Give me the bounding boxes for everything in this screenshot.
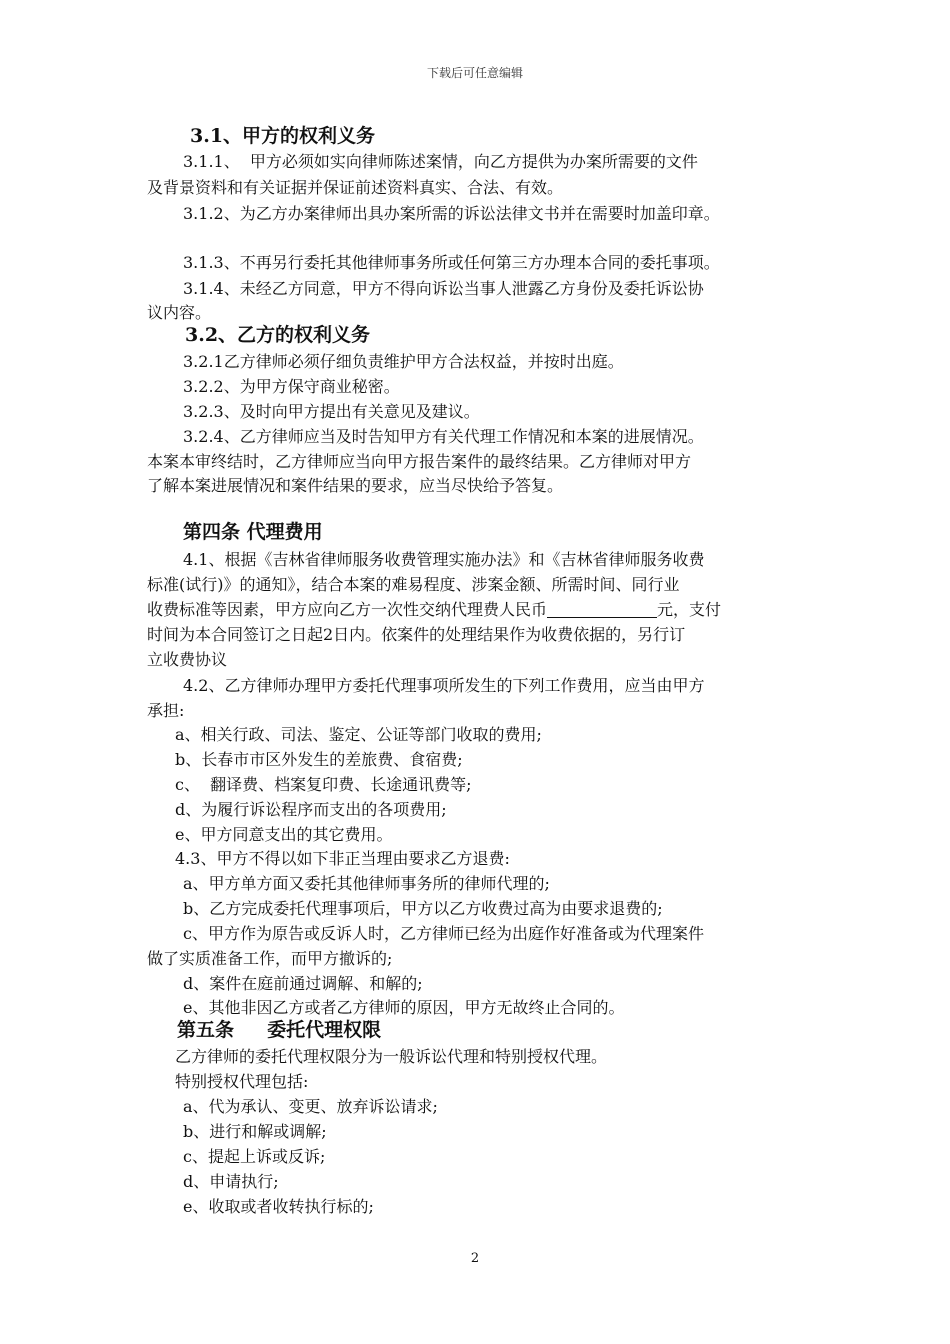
list-item-4-3-c-line1: c、甲方作为原告或反诉人时，乙方律师已经为出庭作好准备或为代理案件 bbox=[183, 924, 704, 943]
list-item-4-3-a: a、甲方单方面又委托其他律师事务所的律师代理的; bbox=[183, 874, 550, 893]
list-item-5-c: c、提起上诉或反诉; bbox=[183, 1147, 326, 1166]
paragraph-5-2: 特别授权代理包括: bbox=[175, 1072, 309, 1091]
paragraph-3-2-3: 3.2.3、及时向甲方提出有关意见及建议。 bbox=[183, 402, 480, 421]
list-item-5-a: a、代为承认、变更、放弃诉讼请求; bbox=[183, 1097, 438, 1116]
list-item-4-3-c-line2: 做了实质准备工作，而甲方撤诉的; bbox=[147, 949, 393, 968]
page-header: 下载后可任意编辑 bbox=[426, 66, 523, 80]
paragraph-4-2-line1: 4.2、乙方律师办理甲方委托代理事项所发生的下列工作费用，应当由甲方 bbox=[183, 676, 705, 695]
paragraph-3-1-1-line1: 3.1.1、 甲方必须如实向律师陈述案情，向乙方提供为办案所需要的文件 bbox=[183, 152, 698, 171]
article-5-heading: 第五条 委托代理权限 bbox=[177, 1019, 382, 1041]
paragraph-3-1-4-line2: 议内容。 bbox=[147, 303, 212, 322]
paragraph-3-1-1-line2: 及背景资料和有关证据并保证前述资料真实、合法、有效。 bbox=[147, 178, 564, 197]
paragraph-3-2-1: 3.2.1乙方律师必须仔细负责维护甲方合法权益，并按时出庭。 bbox=[183, 352, 624, 371]
list-item-5-e: e、收取或者收转执行标的; bbox=[183, 1197, 374, 1216]
list-item-4-3-b: b、乙方完成委托代理事项后，甲方以乙方收费过高为由要求退费的; bbox=[183, 899, 663, 918]
section-3-2-heading: 3.2、乙方的权利义务 bbox=[185, 324, 371, 346]
list-item-4-2-a: a、相关行政、司法、鉴定、公证等部门收取的费用; bbox=[175, 725, 542, 744]
paragraph-4-1-line4: 时间为本合同签订之日起2日内。依案件的处理结果作为收费依据的，另行订 bbox=[147, 625, 686, 644]
paragraph-3-1-3: 3.1.3、不再另行委托其他律师事务所或任何第三方办理本合同的委托事项。 bbox=[183, 253, 720, 272]
list-item-4-2-b: b、长春市市区外发生的差旅费、食宿费; bbox=[175, 750, 463, 769]
paragraph-4-1-line5: 立收费协议 bbox=[147, 650, 228, 669]
paragraph-3-1-2: 3.1.2、为乙方办案律师出具办案所需的诉讼法律文书并在需要时加盖印章。 bbox=[183, 204, 720, 223]
page-number: 2 bbox=[470, 1251, 480, 1266]
fee-text-after: 元，支付 bbox=[657, 600, 722, 619]
paragraph-3-2-2: 3.2.2、为甲方保守商业秘密。 bbox=[183, 377, 400, 396]
paragraph-4-3: 4.3、甲方不得以如下非正当理由要求乙方退费: bbox=[175, 849, 510, 868]
paragraph-3-2-4-line1: 3.2.4、乙方律师应当及时告知甲方有关代理工作情况和本案的进展情况。 bbox=[183, 427, 704, 446]
section-3-1-heading: 3.1、甲方的权利义务 bbox=[190, 125, 376, 147]
fee-text-before: 收费标准等因素，甲方应向乙方一次性交纳代理费人民币 bbox=[147, 600, 548, 619]
article-4-heading: 第四条 代理费用 bbox=[183, 521, 323, 543]
list-item-4-2-c: c、 翻译费、档案复印费、长途通讯费等; bbox=[175, 775, 472, 794]
list-item-5-d: d、申请执行; bbox=[183, 1172, 279, 1191]
paragraph-4-1-line3 bbox=[147, 600, 721, 620]
paragraph-3-2-4-line2: 本案本审终结时，乙方律师应当向甲方报告案件的最终结果。乙方律师对甲方 bbox=[147, 452, 692, 471]
list-item-4-3-d: d、案件在庭前通过调解、和解的; bbox=[183, 974, 423, 993]
list-item-4-2-e: e、甲方同意支出的其它费用。 bbox=[175, 825, 393, 844]
paragraph-5-1: 乙方律师的委托代理权限分为一般诉讼代理和特别授权代理。 bbox=[175, 1047, 608, 1066]
fee-amount-blank bbox=[547, 601, 657, 618]
list-item-4-3-e: e、其他非因乙方或者乙方律师的原因，甲方无故终止合同的。 bbox=[183, 998, 625, 1017]
paragraph-3-2-4-line3: 了解本案进展情况和案件结果的要求，应当尽快给予答复。 bbox=[147, 476, 564, 495]
list-item-4-2-d: d、为履行诉讼程序而支出的各项费用; bbox=[175, 800, 447, 819]
paragraph-3-1-4-line1: 3.1.4、未经乙方同意，甲方不得向诉讼当事人泄露乙方身份及委托诉讼协 bbox=[183, 279, 704, 298]
paragraph-4-1-line2: 标准(试行)》的通知》，结合本案的难易程度、涉案金额、所需时间、同行业 bbox=[147, 575, 680, 594]
list-item-5-b: b、进行和解或调解; bbox=[183, 1122, 327, 1141]
paragraph-4-1-line1: 4.1、根据《吉林省律师服务收费管理实施办法》和《吉林省律师服务收费 bbox=[183, 550, 705, 569]
paragraph-4-2-line2: 承担: bbox=[147, 701, 185, 720]
